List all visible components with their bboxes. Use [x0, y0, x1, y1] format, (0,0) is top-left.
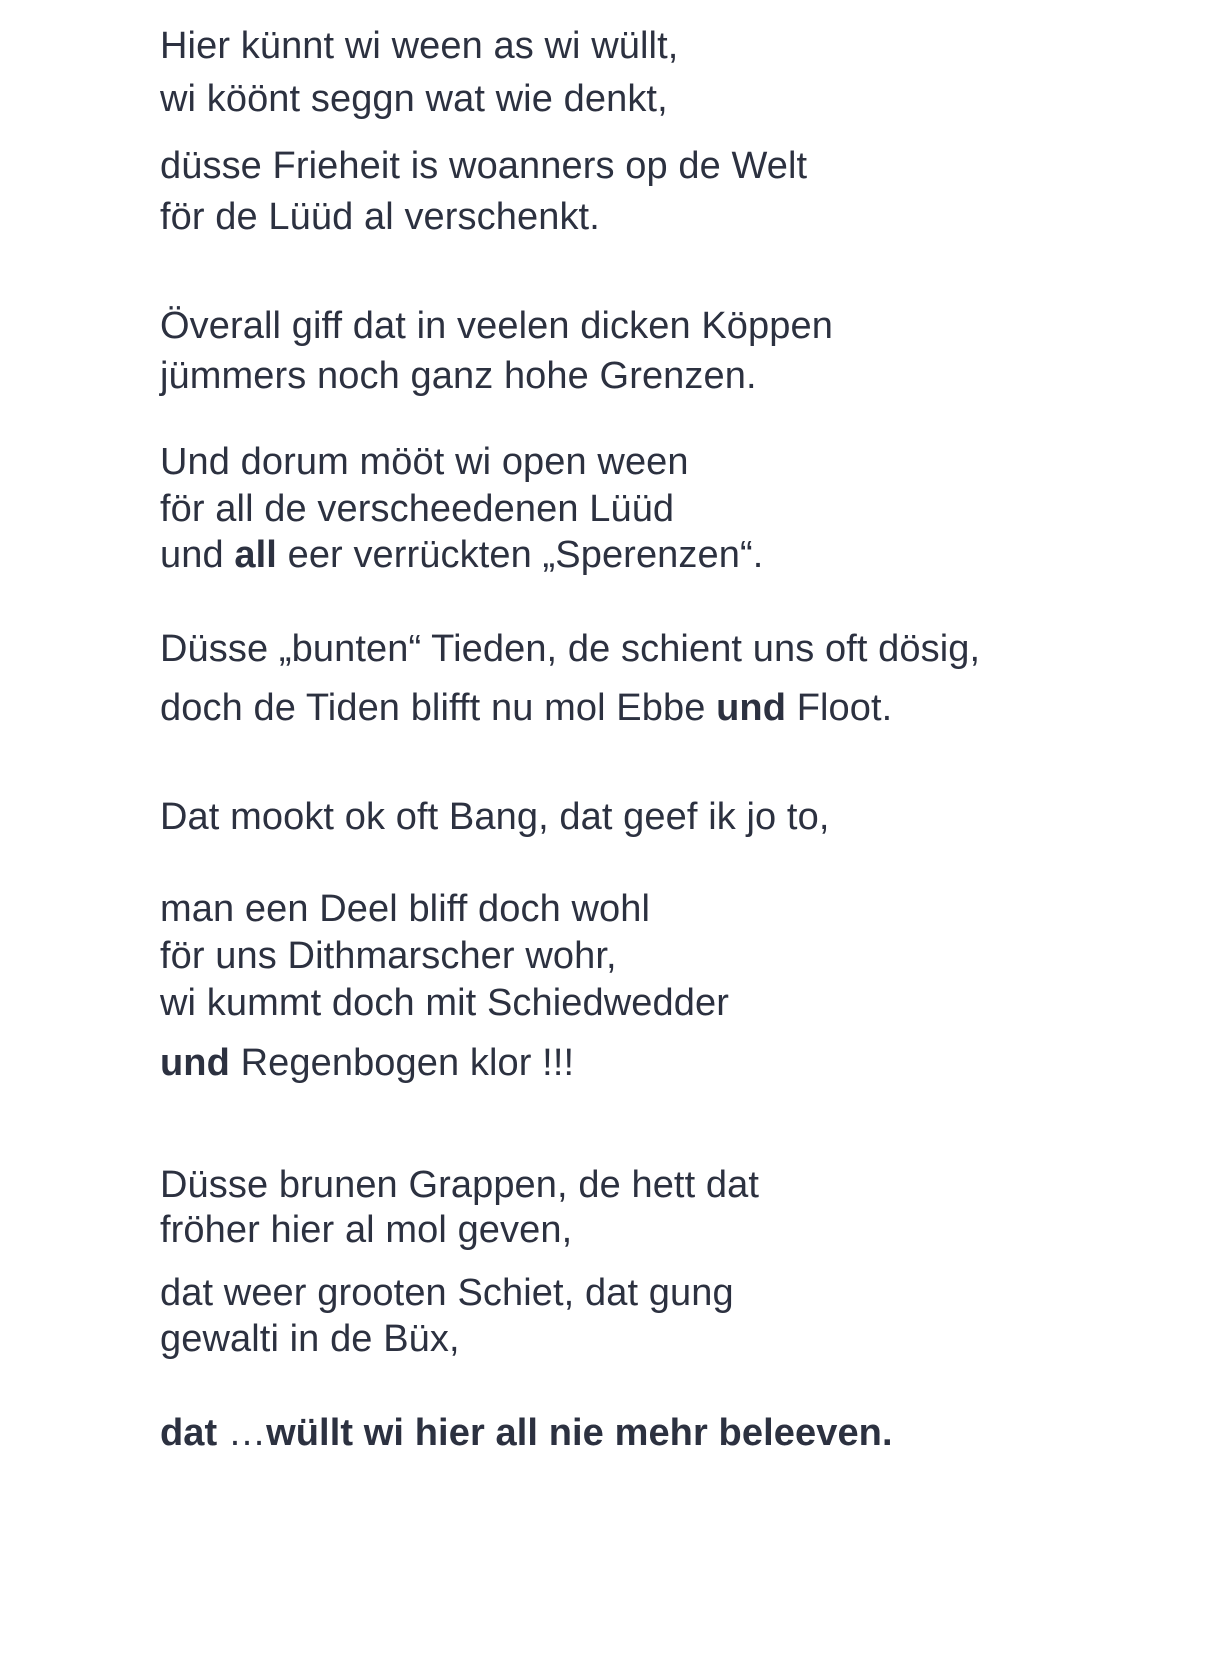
- poem-line: [160, 980, 729, 1026]
- poem-line: [160, 1207, 572, 1253]
- poem-line: [160, 1162, 759, 1208]
- poem-line: [160, 626, 980, 672]
- poem-line: [160, 76, 668, 122]
- poem-line: [160, 1040, 574, 1086]
- line-text: Und dorum mööt wi open ween: [160, 441, 689, 483]
- emphasis-text: und: [716, 687, 787, 729]
- line-text: Överall giff dat in veelen dicken Köppen: [160, 305, 833, 347]
- line-text: düsse Frieheit is woanners op de Welt: [160, 145, 808, 187]
- line-text: und: [160, 534, 235, 576]
- poem-line: [160, 1316, 460, 1362]
- line-text: jümmers noch ganz hohe Grenzen.: [160, 355, 757, 397]
- line-text: fröher hier al mol geven,: [160, 1209, 573, 1251]
- line-text: Dat mookt ok oft Bang, dat geef ik jo to,: [160, 796, 830, 838]
- poem-line: [160, 194, 600, 240]
- poem-text: [160, 0, 1200, 1672]
- poem-line: [160, 303, 833, 349]
- line-text: Regenbogen klor !!!: [229, 1042, 575, 1084]
- poem-line: [160, 23, 678, 69]
- line-text: dat weer grooten Schiet, dat gung: [160, 1272, 734, 1314]
- emphasis-text: all: [234, 534, 277, 576]
- line-text: wi köönt seggn wat wie denkt,: [160, 78, 668, 120]
- emphasis-text: wüllt wi hier all nie mehr beleeven.: [266, 1412, 893, 1454]
- line-text: man een Deel bliff doch wohl: [160, 888, 651, 930]
- line-text: eer verrückten „Sperenzen“.: [276, 534, 764, 576]
- line-text: Floot.: [786, 687, 893, 729]
- line-text: för all de verscheedenen Lüüd: [160, 488, 675, 530]
- emphasis-text: und: [160, 1042, 230, 1084]
- poem-line: [160, 143, 807, 189]
- line-text: för de Lüüd al verschenkt.: [160, 196, 600, 238]
- poem-line: [160, 532, 763, 578]
- line-text: Hier künnt wi ween as wi wüllt,: [160, 25, 679, 67]
- poem-line: [160, 1270, 734, 1316]
- line-text: Düsse „bunten“ Tieden, de schient uns oft dösig,: [160, 628, 981, 670]
- poem-line: [160, 794, 829, 840]
- poem-line: [160, 439, 689, 485]
- line-text: gewalti in de Büx,: [160, 1318, 460, 1360]
- poem-line: [160, 886, 650, 932]
- poem-line: [160, 685, 892, 731]
- line-text: …: [227, 1412, 267, 1454]
- poem-line: [160, 486, 674, 532]
- poem-line: [160, 1410, 893, 1456]
- line-text: doch de Tiden blifft nu mol Ebbe: [160, 687, 717, 729]
- emphasis-text: dat: [160, 1412, 228, 1454]
- poem-line: [160, 933, 617, 979]
- poem-line: [160, 353, 757, 399]
- line-text: Düsse brunen Grappen, de hett dat: [160, 1164, 760, 1206]
- line-text: wi kummt doch mit Schiedwedder: [160, 982, 729, 1024]
- line-text: för uns Dithmarscher wohr,: [160, 935, 617, 977]
